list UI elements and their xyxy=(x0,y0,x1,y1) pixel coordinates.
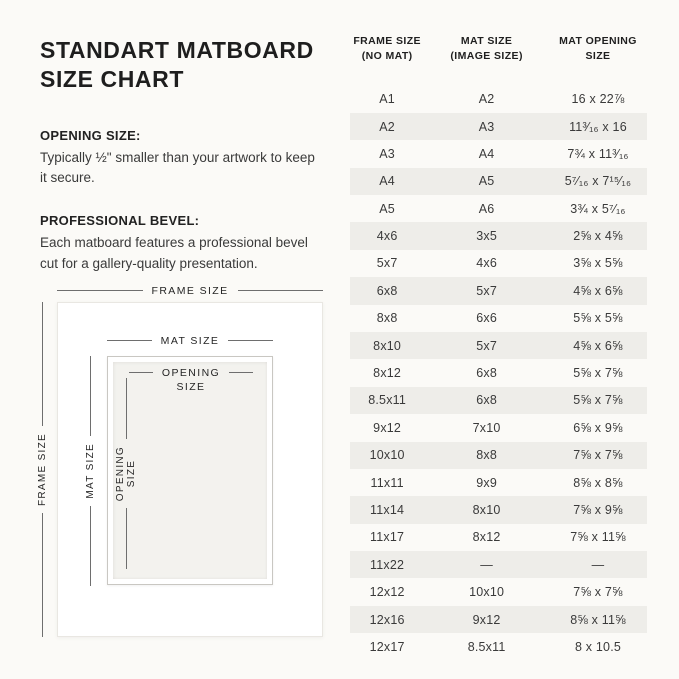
table-cell: 4x6 xyxy=(376,229,398,244)
opening-size-label-text: OPENING SIZE xyxy=(115,445,137,502)
frame-size-top-label xyxy=(57,284,323,297)
table-row xyxy=(350,359,647,386)
table-cell: 8x8 xyxy=(476,448,497,463)
table-cell: 12x16 xyxy=(369,612,405,627)
table-cell: A3 xyxy=(379,146,395,161)
rule-line xyxy=(126,378,127,439)
table-cell: 5⅝ x 7⅝ xyxy=(573,366,623,381)
table-row xyxy=(350,168,647,195)
rule-line xyxy=(238,290,324,291)
table-row xyxy=(350,113,647,140)
table-cell: 7¾ x 11³⁄₁₆ xyxy=(567,146,629,161)
table-cell: A4 xyxy=(478,146,495,161)
table-cell: 6x8 xyxy=(476,366,497,381)
frame-size-vertical-label xyxy=(35,302,49,637)
table-row xyxy=(350,414,647,441)
table-cell: 4⅝ x 6⅝ xyxy=(573,283,623,298)
table-cell: 4⅝ x 6⅝ xyxy=(573,338,623,353)
mat-size-top-label xyxy=(107,334,273,347)
table-row xyxy=(350,496,647,523)
table-cell: 6x8 xyxy=(376,283,398,298)
table-cell: 3¾ x 5⁷⁄₁₆ xyxy=(570,201,626,216)
table-cell: A2 xyxy=(379,119,395,134)
size-table xyxy=(350,34,647,661)
table-cell: A1 xyxy=(379,92,395,107)
table-row xyxy=(350,85,647,112)
table-cell: 8x12 xyxy=(472,530,501,545)
rule-line xyxy=(90,356,91,436)
table-row xyxy=(350,524,647,551)
mat-size-vertical-label xyxy=(83,356,97,586)
table-row xyxy=(350,606,647,633)
table-cell: 5x7 xyxy=(376,256,398,271)
section-professional-bevel xyxy=(40,213,352,274)
opening-size-heading: OPENING SIZE: xyxy=(40,127,141,143)
table-row xyxy=(350,195,647,222)
table-cell: 7x10 xyxy=(472,420,501,435)
table-cell: 12x17 xyxy=(369,639,405,654)
rule-line xyxy=(57,290,143,291)
table-cell: 8x12 xyxy=(373,366,402,381)
table-cell: 9x9 xyxy=(476,475,497,490)
table-cell: 8x8 xyxy=(376,311,398,326)
table-cell: 11x22 xyxy=(370,557,405,572)
mat-size-label-text: MAT SIZE xyxy=(84,443,96,499)
section-opening-size xyxy=(40,128,352,189)
table-cell: 5⁷⁄₁₆ x 7¹⁵⁄₁₆ xyxy=(564,174,632,189)
table-row xyxy=(350,633,647,660)
table-cell: 5⅝ x 5⅝ xyxy=(573,311,623,326)
table-cell: — xyxy=(480,557,493,572)
table-cell: 12x12 xyxy=(369,585,405,600)
opening-size-top-label-line2: SIZE xyxy=(176,381,206,393)
table-cell: 9x12 xyxy=(472,612,501,627)
table-row xyxy=(350,469,647,496)
table-cell: 3⅝ x 5⅝ xyxy=(573,256,623,271)
table-cell: 8.5x11 xyxy=(467,639,506,654)
rule-line xyxy=(42,513,43,637)
page-title: STANDART MATBOARD SIZE CHART xyxy=(40,37,314,93)
table-cell: 2⅝ x 4⅝ xyxy=(573,229,623,244)
table-row xyxy=(350,250,647,277)
table-row xyxy=(350,140,647,167)
table-cell: 7⅝ x 7⅝ xyxy=(573,585,623,600)
table-cell: 11x11 xyxy=(370,475,404,490)
table-cell: 8 x 10.5 xyxy=(574,639,622,654)
table-column-header: MAT SIZE (IMAGE SIZE) xyxy=(450,35,523,63)
table-cell: 7⅝ x 7⅝ xyxy=(573,448,623,463)
table-row xyxy=(350,442,647,469)
table-row xyxy=(350,551,647,578)
mat-size-label-text: MAT SIZE xyxy=(160,334,220,347)
professional-bevel-description: Each matboard features a professional bevel cut for a gallery-quality presentation. xyxy=(40,235,308,271)
table-column-header: FRAME SIZE (NO MAT) xyxy=(353,35,421,63)
rule-line xyxy=(90,506,91,586)
opening-size-description: Typically ½" smaller than your artwork to keep it secure. xyxy=(40,149,315,186)
opening-size-top-label xyxy=(129,366,253,379)
table-row xyxy=(350,578,647,605)
table-cell: A5 xyxy=(379,201,395,216)
table-cell: 4x6 xyxy=(476,256,497,271)
frame-size-label-text: FRAME SIZE xyxy=(151,284,229,297)
intro-column xyxy=(40,36,352,299)
table-cell: 8x10 xyxy=(373,338,402,353)
table-cell: A3 xyxy=(478,119,495,134)
size-table-body xyxy=(350,85,647,660)
table-cell: — xyxy=(591,557,605,572)
opening-size-vertical-label xyxy=(112,378,140,569)
table-cell: 11³⁄₁₆ x 16 xyxy=(569,119,627,134)
table-cell: 5x7 xyxy=(476,283,497,298)
size-table-header xyxy=(350,34,647,64)
table-row xyxy=(350,222,647,249)
table-cell: 16 x 22⅞ xyxy=(571,92,625,107)
table-cell: 9x12 xyxy=(373,420,402,435)
frame-size-label-text: FRAME SIZE xyxy=(36,433,48,507)
rule-line xyxy=(42,302,43,426)
table-column-header: MAT OPENING SIZE xyxy=(559,35,637,63)
rule-line xyxy=(129,372,153,373)
professional-bevel-heading: PROFESSIONAL BEVEL: xyxy=(40,213,200,229)
table-row xyxy=(350,332,647,359)
table-cell: 8⅝ x 11⅝ xyxy=(570,612,626,627)
table-cell: 8x10 xyxy=(472,502,501,517)
table-cell: 5x7 xyxy=(476,338,497,353)
rule-line xyxy=(229,372,253,373)
table-cell: 8.5x11 xyxy=(368,393,407,408)
table-cell: 8⅝ x 8⅝ xyxy=(573,475,623,490)
table-cell: 11x14 xyxy=(370,502,405,517)
table-cell: 6x8 xyxy=(476,393,497,408)
table-cell: 10x10 xyxy=(369,448,405,463)
table-row xyxy=(350,277,647,304)
table-cell: 5⅝ x 7⅝ xyxy=(573,393,623,408)
table-cell: 6⅝ x 9⅝ xyxy=(573,420,623,435)
rule-line xyxy=(126,508,127,569)
table-row xyxy=(350,305,647,332)
table-cell: 11x17 xyxy=(370,530,405,545)
table-cell: 7⅝ x 11⅝ xyxy=(570,530,626,545)
rule-line xyxy=(107,340,152,341)
table-cell: 7⅝ x 9⅝ xyxy=(573,502,623,517)
table-cell: A2 xyxy=(478,92,495,107)
table-cell: A4 xyxy=(379,174,395,189)
rule-line xyxy=(228,340,273,341)
table-cell: A6 xyxy=(478,201,495,216)
table-cell: 6x6 xyxy=(476,311,497,326)
table-cell: 3x5 xyxy=(476,229,497,244)
opening-size-label-text: OPENING xyxy=(161,366,221,379)
table-cell: 10x10 xyxy=(469,585,505,600)
table-row xyxy=(350,387,647,414)
table-cell: A5 xyxy=(478,174,495,189)
